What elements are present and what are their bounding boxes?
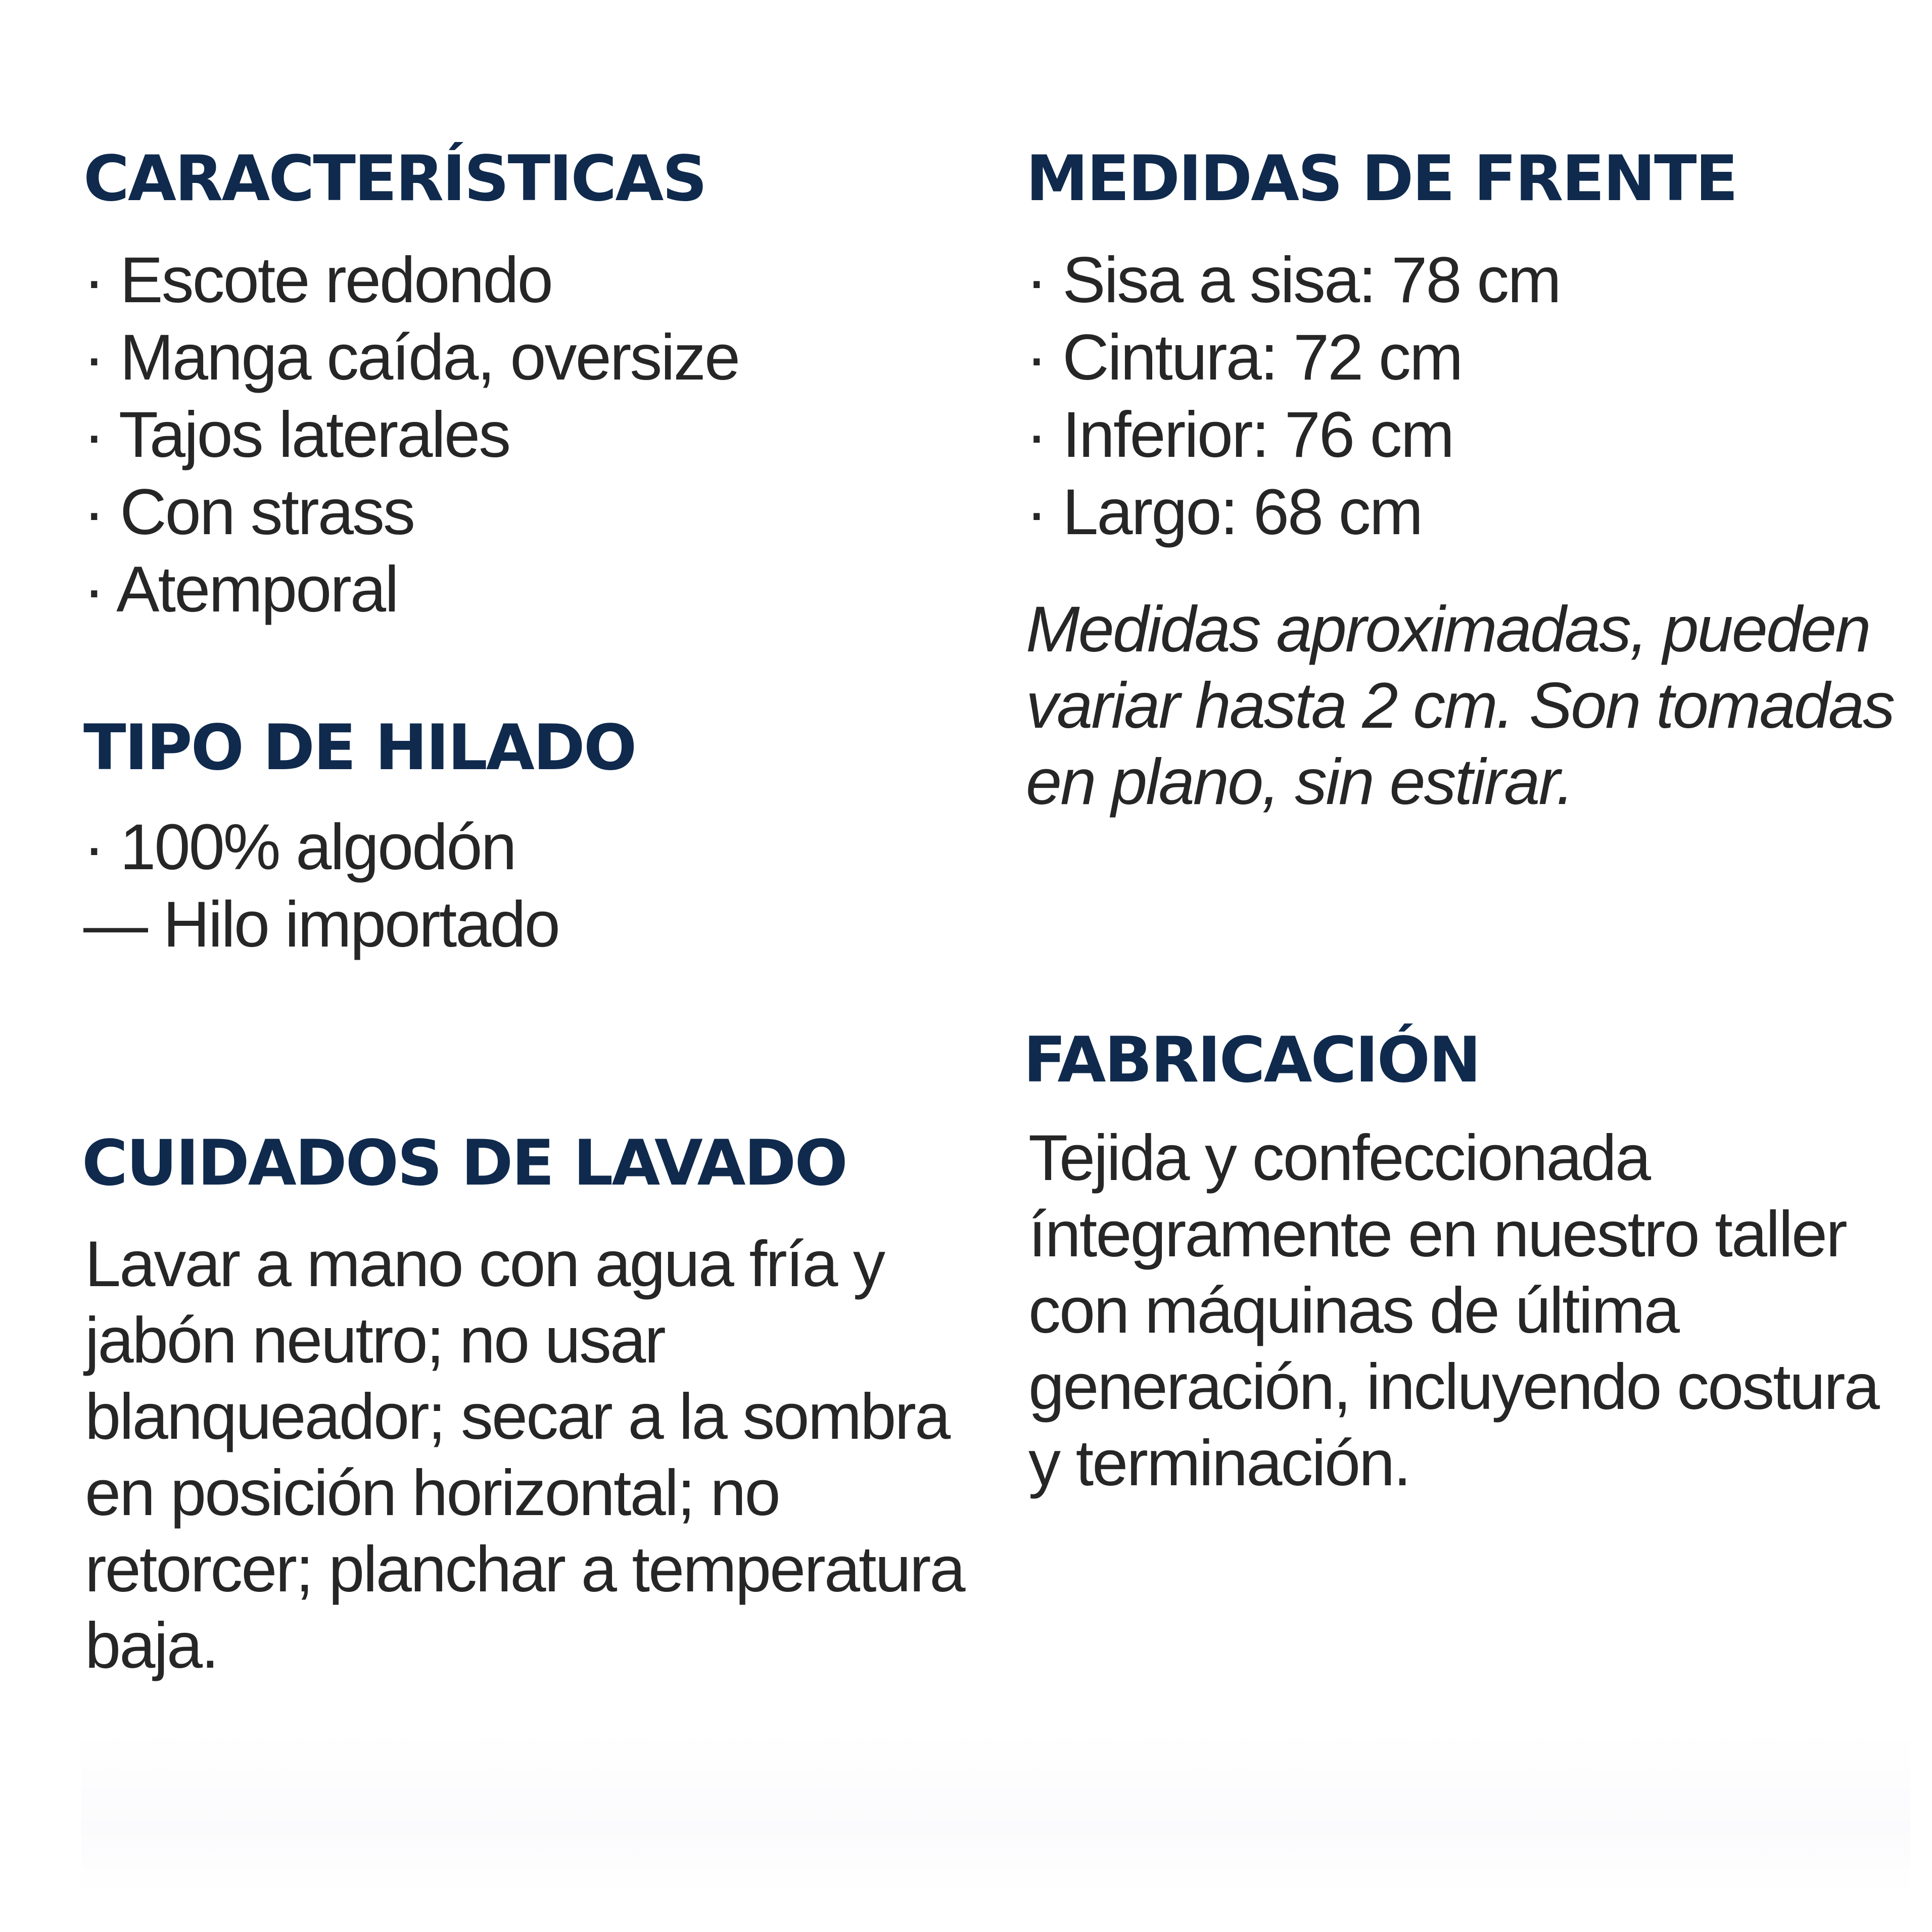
- cuidados-section: [82, 1127, 992, 1684]
- list-item: · Sisa a sisa: 78 cm: [1026, 244, 1560, 316]
- caracteristicas-list: [83, 242, 943, 628]
- list-item: · Con strass: [83, 476, 414, 548]
- list-item: · 100% algodón: [83, 811, 515, 883]
- cuidados-text: Lavar a mano con agua fría y jabón neutro; no usar blanqueador; secar a la sombra en posición horizontal; no retorcer; planchar a temperatura baja.: [85, 1228, 964, 1682]
- cuidados-heading: CUIDADOS DE LAVADO: [82, 1127, 846, 1200]
- hilado-section: [83, 712, 943, 963]
- list-item: · Atemporal: [83, 553, 398, 626]
- medidas-note: Medidas aproximadas, pueden variar hasta 2 cm. Son tomadas en plano, sin estirar.: [1026, 593, 1894, 818]
- caracteristicas-section: [83, 143, 943, 628]
- hilado-list: [83, 809, 943, 963]
- list-item: · Escote redondo: [83, 244, 552, 316]
- list-item: — Hilo importado: [83, 888, 559, 961]
- list-item: · Tajos laterales: [83, 399, 510, 471]
- medidas-heading: MEDIDAS DE FRENTE: [1026, 143, 1737, 215]
- medidas-section: [1026, 143, 1915, 820]
- list-item: · Cintura: 72 cm: [1026, 321, 1462, 394]
- list-item: · Inferior: 76 cm: [1026, 399, 1453, 471]
- medidas-list: [1026, 242, 1915, 551]
- hilado-heading: TIPO DE HILADO: [83, 712, 636, 784]
- bottom-fade: [81, 1728, 1910, 1895]
- fabricacion-section: [1023, 1024, 1913, 1501]
- caracteristicas-heading: CARACTERÍSTICAS: [83, 143, 706, 215]
- fabricacion-heading: FABRICACIÓN: [1023, 1024, 1480, 1097]
- list-item: · Largo: 68 cm: [1026, 476, 1422, 548]
- fabricacion-text: Tejida y confeccionada íntegramente en nuestro taller con máquinas de última generación, incluyendo costura y terminación.: [1028, 1122, 1878, 1499]
- list-item: · Manga caída, oversize: [83, 321, 739, 394]
